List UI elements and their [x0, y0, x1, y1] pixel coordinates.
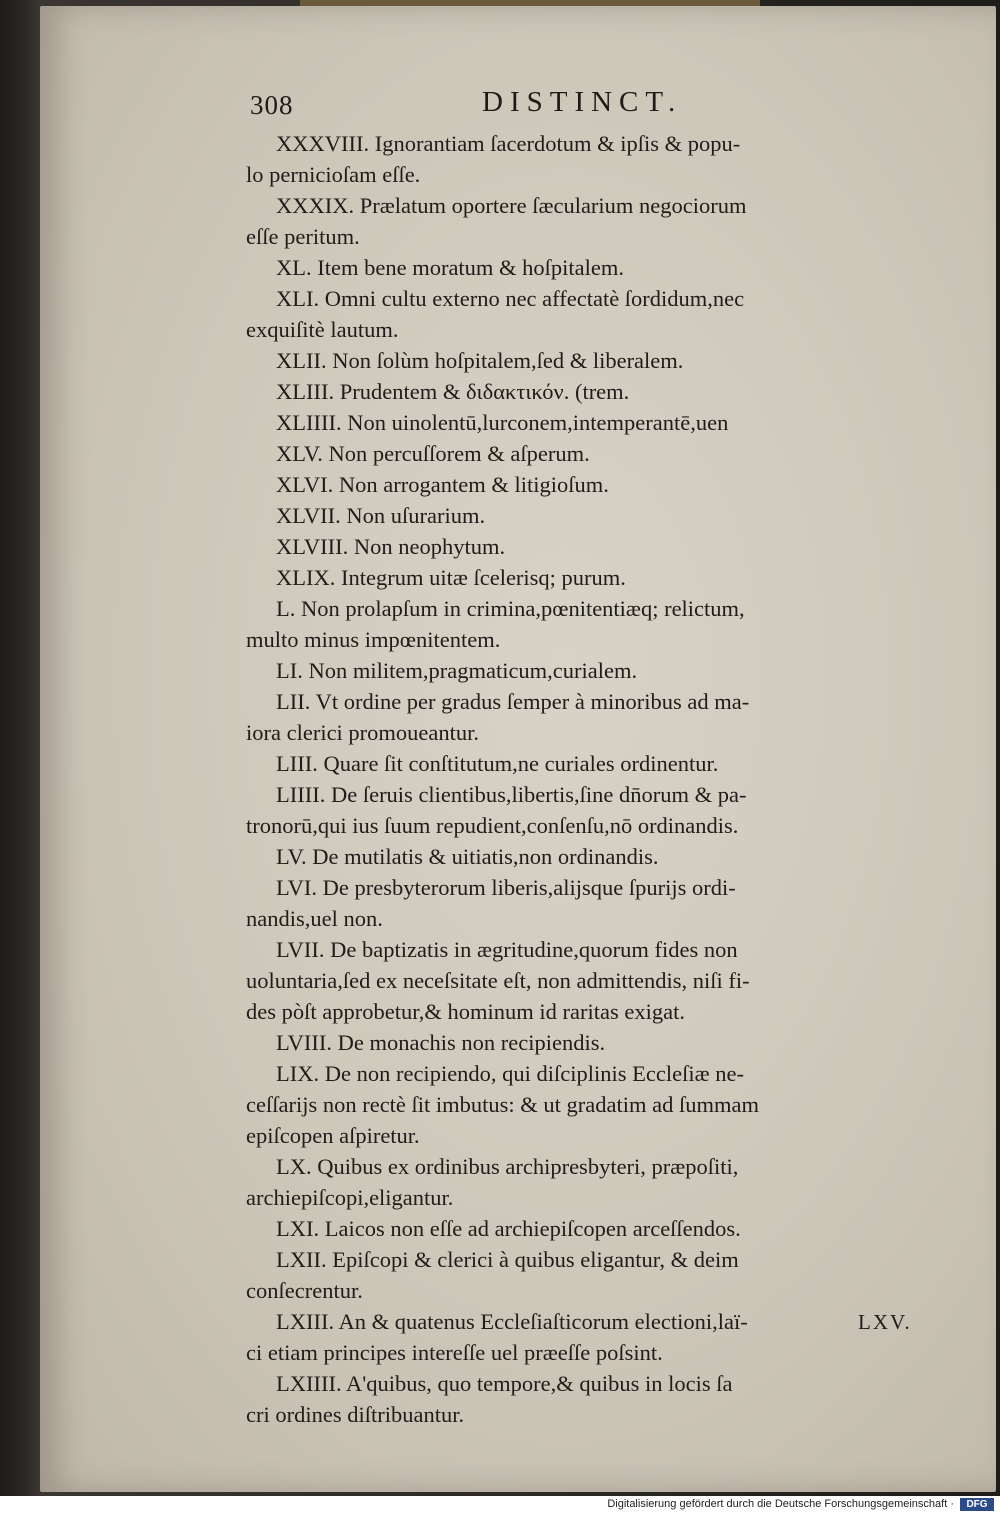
- text-line: archiepiſcopi,eligantur.: [246, 1185, 454, 1210]
- text-line: iora clerici promoueantur.: [246, 720, 480, 745]
- text-line: cri ordines diſtribuantur.: [246, 1402, 465, 1427]
- text-line: epiſcopen aſpiretur.: [246, 1123, 420, 1148]
- text-line: ceſſarijs non rectè ſit imbutus: & ut gradatim ad ſummam: [246, 1092, 760, 1117]
- text-line: multo minus impœnitentem.: [246, 627, 501, 652]
- running-head: [250, 86, 950, 126]
- text-line: L. Non prolapſum in crimina,pœnitentiæq; relictum,: [276, 596, 745, 621]
- text-line: LV. De mutilatis & uitiatis,non ordinandis.: [276, 844, 659, 869]
- text-line: LIX. De non recipiendo, qui diſciplinis Eccleſiæ ne-: [276, 1061, 744, 1086]
- funding-credit: Digitalisierung gefördert durch die Deutsche Forschungsgemeinschaft ·: [607, 1498, 954, 1510]
- text-line: LII. Vt ordine per gradus ſemper à minoribus ad ma-: [276, 689, 750, 714]
- dfg-logo-icon: DFG: [960, 1498, 994, 1511]
- text-line: XLVII. Non uſurarium.: [276, 503, 486, 528]
- text-line: LX. Quibus ex ordinibus archipresbyteri, præpoſiti,: [276, 1154, 739, 1179]
- text-line: LXIIII. A'quibus, quo tempore,& quibus in locis ſa: [276, 1371, 733, 1396]
- text-line: XLII. Non ſolùm hoſpitalem,ſed & liberalem.: [276, 348, 684, 373]
- text-line: XLIIII. Non uinolentū,lurconem,intemperantē,uen: [276, 410, 729, 435]
- text-line: LIII. Quare ſit conſtitutum,ne curiales ordinentur.: [276, 751, 719, 776]
- text-line: exquiſitè lautum.: [246, 317, 399, 342]
- text-line: LXIII. An & quatenus Eccleſiaſticorum electioni,laï-: [276, 1309, 748, 1334]
- text-line: conſecrentur.: [246, 1278, 363, 1303]
- text-line: LXI. Laicos non eſſe ad archiepiſcopen arceſſendos.: [276, 1216, 741, 1241]
- text-line: LVII. De baptizatis in ægritudine,quorum fides non: [276, 937, 738, 962]
- text-block: [246, 128, 956, 1430]
- text-line: ci etiam principes intereſſe uel præeſſe poſsint.: [246, 1340, 663, 1365]
- text-line: eſſe peritum.: [246, 224, 360, 249]
- text-line: LIIII. De ſeruis clientibus,libertis,ſine dn̄orum & pa-: [276, 782, 747, 807]
- text-line: XLI. Omni cultu externo nec affectatè ſordidum,nec: [276, 286, 745, 311]
- text-line: nandis,uel non.: [246, 906, 383, 931]
- digitization-footer: [0, 1496, 1000, 1514]
- text-line: LXII. Epiſcopi & clerici à quibus eligantur, & deim: [276, 1247, 739, 1272]
- catchword: LXV.: [858, 1310, 912, 1334]
- text-line: XLIII. Prudentem & διδακτικόν. (trem.: [276, 379, 630, 404]
- text-line: LI. Non militem,pragmaticum,curialem.: [276, 658, 638, 683]
- text-line: XLV. Non percuſſorem & aſperum.: [276, 441, 590, 466]
- text-line: LVI. De presbyterorum liberis,alijsque ſpurijs ordi-: [276, 875, 736, 900]
- text-line: XLIX. Integrum uitæ ſcelerisq; purum.: [276, 565, 626, 590]
- text-line: uoluntaria,ſed ex neceſsitate eſt, non admittendis, niſi fi-: [246, 968, 750, 993]
- text-line: des pòſt approbetur,& hominum id raritas exigat.: [246, 999, 686, 1024]
- running-title: DISTINCT.: [482, 86, 683, 118]
- text-line: XXXIX. Prælatum oportere ſæcularium negociorum: [276, 193, 747, 218]
- text-line: XXXVIII. Ignorantiam ſacerdotum & ipſis & popu-: [276, 131, 741, 156]
- text-line: tronorū,qui ius ſuum repudient,conſenſu,nō ordinandis.: [246, 813, 739, 838]
- text-line: XLVIII. Non neophytum.: [276, 534, 506, 559]
- page-number: 308: [250, 90, 294, 120]
- text-line: LVIII. De monachis non recipiendis.: [276, 1030, 606, 1055]
- text-line: XLVI. Non arrogantem & litigioſum.: [276, 472, 609, 497]
- text-line: lo pernicioſam eſſe.: [246, 162, 421, 187]
- text-line: XL. Item bene moratum & hoſpitalem.: [276, 255, 625, 280]
